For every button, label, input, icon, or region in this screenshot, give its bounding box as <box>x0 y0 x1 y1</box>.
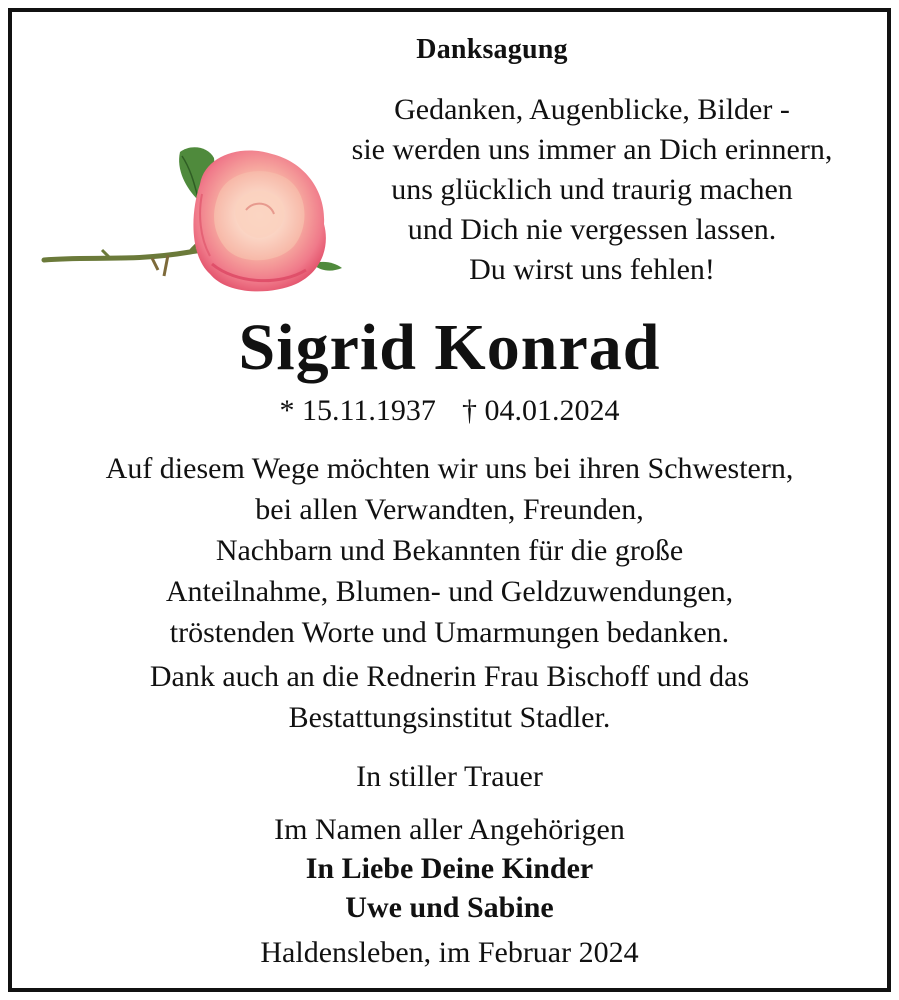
poem-line: uns glücklich und traurig machen <box>391 173 793 206</box>
thanks-line: Anteilnahme, Blumen- und Geldzuwendungen, <box>165 575 734 608</box>
family-block <box>12 810 887 927</box>
family-intro: Im Namen aller Angehörigen <box>274 813 625 846</box>
life-dates <box>12 394 887 428</box>
thanks-line: Auf diesem Wege möchten wir uns bei ihren Schwestern, <box>105 452 794 485</box>
family-names: Uwe und Sabine <box>345 891 554 924</box>
poem-line: Gedanken, Augenblicke, Bilder - <box>394 93 790 126</box>
thanks-line: bei allen Verwandten, Freunden, <box>255 493 644 526</box>
thanks-extra-line: Dank auch an die Rednerin Frau Bischoff und das <box>149 660 750 693</box>
place-date: Haldensleben, im Februar 2024 <box>260 936 639 969</box>
heading: Danksagung <box>416 34 568 65</box>
death-date: † 04.01.2024 <box>461 394 620 427</box>
thanks-line: Nachbarn und Bekannten für die große <box>215 534 684 567</box>
birth-date: * 15.11.1937 <box>279 394 436 427</box>
poem-line: Du wirst uns fehlen! <box>469 253 715 286</box>
rose-icon <box>40 134 350 299</box>
family-children: In Liebe Deine Kinder <box>305 852 594 885</box>
poem-line: und Dich nie vergessen lassen. <box>407 213 777 246</box>
obituary-frame <box>8 8 891 992</box>
thanks-extra-line: Bestattungsinstitut Stadler. <box>288 701 611 734</box>
thanks-paragraph <box>12 448 887 653</box>
thanks-line: tröstenden Worte und Umarmungen bedanken. <box>169 616 730 649</box>
thanks-extra-paragraph <box>12 656 887 738</box>
deceased-name: Sigrid Konrad <box>238 311 661 384</box>
signoff: In stiller Trauer <box>356 760 543 793</box>
poem-line: sie werden uns immer an Dich erinnern, <box>351 133 833 166</box>
poem <box>292 90 891 290</box>
